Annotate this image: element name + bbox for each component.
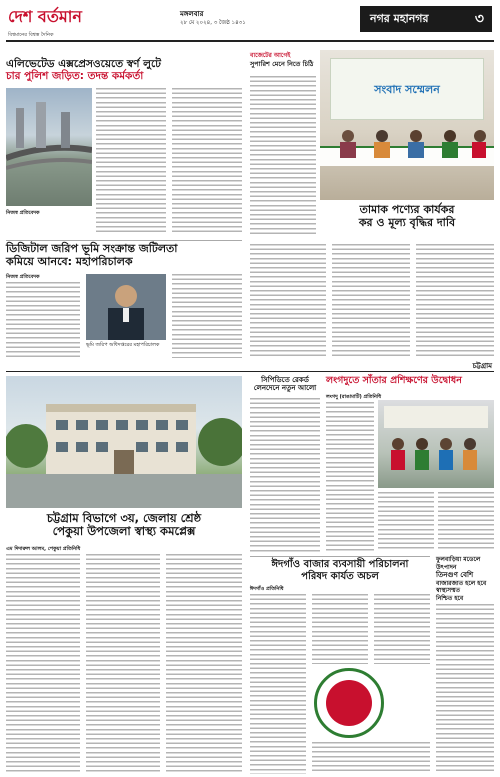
expressway-illustration: [6, 88, 92, 206]
portrait-illustration: [86, 274, 166, 340]
headline: [6, 512, 242, 538]
article-tobacco[interactable]: [320, 50, 494, 242]
logo-tagline: বিশ্বমানের বিশ্বস্ত দৈনিক: [8, 32, 54, 38]
headline-line: তিনগুণ বেশি: [436, 571, 474, 579]
article-pekua-health[interactable]: [6, 376, 242, 774]
headline: সুপারিশ মেনে নিতে চিঠি: [250, 60, 314, 68]
participants-illustration: [320, 122, 494, 182]
kicker: বাজেটের আগেই: [250, 52, 291, 59]
headline-line: স্বাস্থ্যসম্মত: [436, 587, 461, 595]
section-bar: [360, 6, 492, 32]
section-title: নগর মহানগর: [370, 11, 429, 25]
section-label: চট্টগ্রাম: [472, 362, 492, 370]
headline-line: লেনদেনে নতুন আলো: [253, 384, 317, 393]
headline-line: চট্টগ্রাম বিভাগে ৩য়, জেলায় শ্রেষ্ঠ: [46, 511, 202, 525]
body-text: [250, 76, 316, 236]
director-general-photo: [86, 274, 166, 340]
body-text: [250, 398, 320, 552]
expressway-photo: [6, 88, 92, 206]
body-text: [378, 492, 434, 552]
body-text: [172, 88, 242, 234]
byline: ঈদগাঁও প্রতিনিধি: [250, 586, 284, 592]
headline-line: চার পুলিশ জড়িত: তদন্ত কর্মকর্তা: [6, 70, 144, 83]
issue-date: ২৮ মে ২০২৪, ৩ জৈষ্ঠ ১৪৩১: [180, 20, 246, 26]
article-side-brief[interactable]: [436, 556, 494, 774]
byline: লংগদু (রাঙামাটি) প্রতিনিধি: [326, 394, 382, 400]
headline: [320, 204, 494, 229]
body-text: [6, 554, 80, 774]
issue-day: মঙ্গলবার: [180, 10, 204, 18]
tobacco-body-text: [250, 244, 326, 356]
newspaper-logo[interactable]: [8, 4, 108, 40]
article-eidgah-market[interactable]: [250, 556, 430, 774]
photo-caption: ভূমি জরিপ অধিদপ্তরের মহাপরিচালক: [86, 342, 160, 348]
health-complex-photo: [6, 376, 242, 508]
page-number: ৩: [474, 11, 484, 27]
body-text: [312, 742, 430, 774]
banner-title: সংবাদ সম্মেলন: [374, 83, 440, 96]
headline-line: ফুলবাড়িয়া মডেলে উৎপাদন: [436, 556, 481, 571]
tobacco-body-text: [332, 244, 410, 356]
body-text: [86, 554, 160, 774]
headline: [6, 58, 242, 82]
body-text: [436, 604, 494, 774]
headline-line: কর ও মূল্য বৃদ্ধির দাবি: [358, 215, 456, 229]
article-digital-survey[interactable]: [6, 240, 242, 358]
chattogram-section-label: [6, 360, 494, 372]
headline: [250, 556, 430, 582]
headline-line: পেকুয়া উপজেলা স্বাস্থ্য কমপ্লেক্স: [52, 524, 196, 539]
logo-text: দেশ বর্তমান: [8, 7, 82, 26]
headline: [436, 556, 494, 602]
body-text: [374, 594, 430, 664]
headline-line: পরিষদ কার্যত অচল: [301, 570, 379, 582]
banner-backdrop: [330, 58, 484, 120]
headline: [6, 240, 242, 268]
headline-line: এলিভেটেড এক্সপ্রেসওয়েতে স্বর্ণ লুটে: [6, 58, 161, 70]
press-conference-photo: [320, 50, 494, 200]
article-elevated-expressway[interactable]: [6, 58, 242, 234]
byline: এম দিদারুল আলম, পেকুয়া প্রতিনিধি: [6, 546, 81, 552]
headline-line: ঈদগাঁও বাজার ব্যবসায়ী পরিচালনা: [271, 559, 409, 570]
body-text: [96, 88, 166, 234]
headline-line: কমিয়ে আনবে: মহাপরিচালক: [6, 254, 133, 268]
body-text: [326, 402, 374, 552]
article-budget-brief[interactable]: [250, 50, 316, 240]
article-cpd-brief[interactable]: [250, 376, 320, 552]
tobacco-body-text: [416, 244, 494, 356]
event-illustration: [378, 400, 494, 488]
association-logo: [314, 668, 384, 738]
issue-date-block: [180, 8, 270, 28]
headline-line: নিশ্চিত হবে: [436, 594, 464, 602]
body-text: [166, 554, 242, 774]
article-swimming-training[interactable]: [326, 376, 494, 552]
headline: লংগদুতে সাঁতার প্রশিক্ষণের উদ্বোধন: [326, 375, 462, 386]
body-text: [172, 274, 242, 358]
body-text: [6, 282, 80, 358]
byline: নিজস্ব প্রতিবেদক: [6, 210, 40, 216]
headline: [250, 376, 320, 392]
headline-line: ডিজিটাল জরিপ ভূমি সংক্রান্ত জটিলতা: [6, 242, 178, 255]
body-text: [438, 492, 494, 552]
headline-line: বাজারজাত হলে হবে: [436, 579, 487, 587]
masthead: [0, 0, 500, 48]
masthead-divider: [6, 40, 494, 42]
building-illustration: [6, 376, 242, 508]
swimming-event-photo: [378, 400, 494, 488]
headline-line: সিপিডিতে রেকর্ড: [261, 376, 309, 384]
headline-line: তামাক পণ্যের কার্যকর: [359, 203, 455, 216]
body-text: [250, 594, 306, 774]
byline: নিজস্ব প্রতিবেদক: [6, 274, 40, 280]
body-text: [312, 594, 368, 664]
